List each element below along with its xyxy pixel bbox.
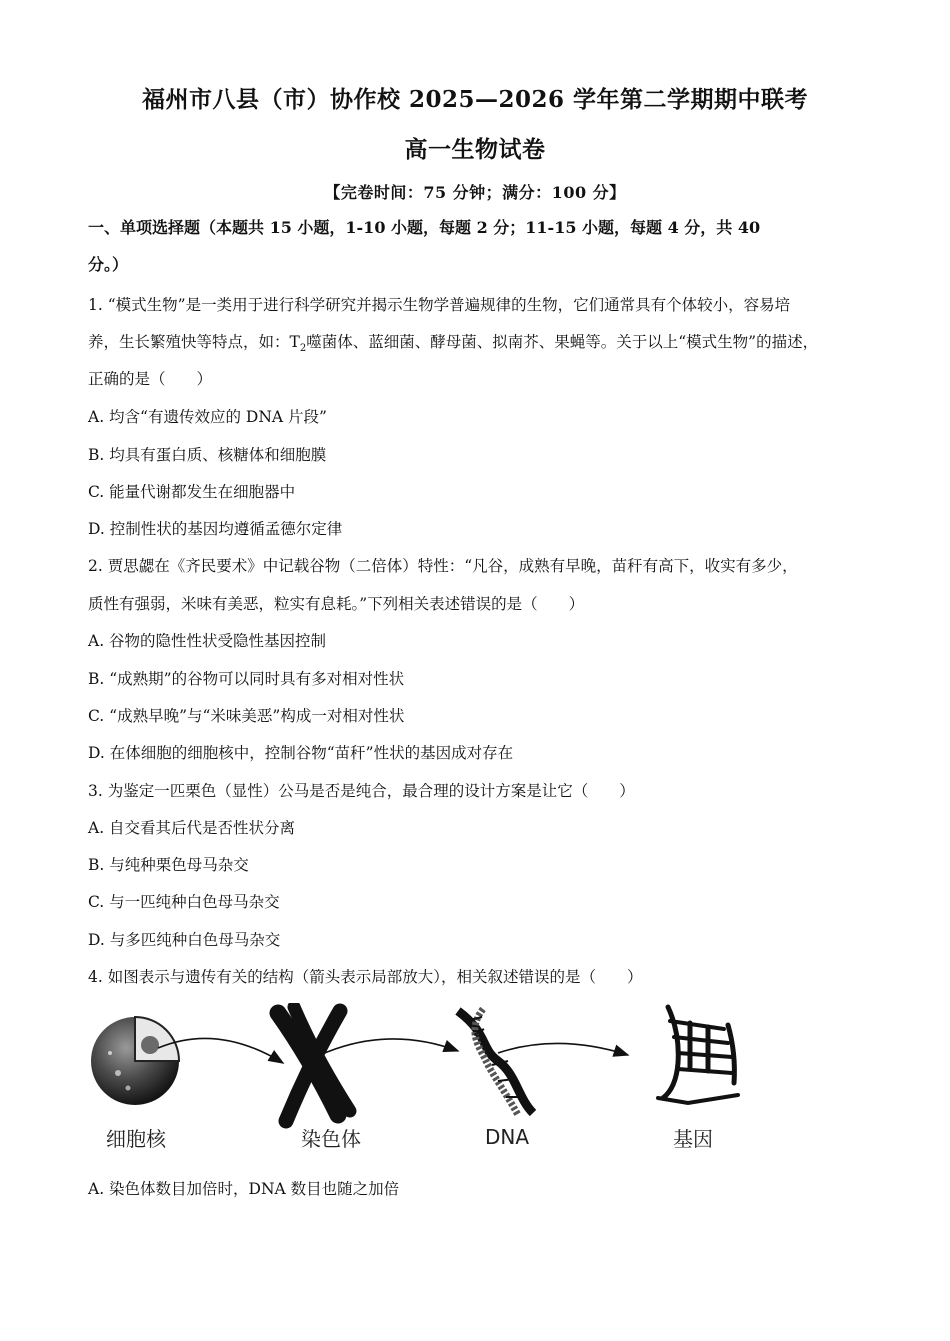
nucleus-illustration [91,1017,179,1105]
q4-stem-line-1: 4. 如图表示与遗传有关的结构（箭头表示局部放大），相关叙述错误的是（ ） [88,968,643,986]
exam-subtitle: 高一生物试卷 [404,136,546,163]
label-chromosome: 染色体 [301,1127,361,1151]
q3-option-d: D. 与多匹纯种白色母马杂交 [88,931,281,949]
arrow-3 [498,1043,628,1055]
section-heading-line-2: 分。） [88,255,129,274]
q1-stem-line-3: 正确的是（ ） [88,370,213,388]
q4-figure [88,1003,788,1163]
q1-option-c: C. 能量代谢都发生在细胞器中 [88,483,296,501]
q2-stem-line-2: 质性有强弱，米味有美恶，粒实有息耗。”下列相关表述错误的是（ ） [88,595,585,613]
q2-option-b: B. “成熟期”的谷物可以同时具有多对相对性状 [88,670,405,688]
arrow-2 [320,1039,458,1055]
q1-subscript: 2 [299,343,307,355]
q4-option-a: A. 染色体数目加倍时，DNA 数目也随之加倍 [88,1180,400,1198]
q1-stem-line-1: 1. “模式生物”是一类用于进行科学研究并揭示生物学普遍规律的生物，它们通常具有个体较小，容易培 [88,296,791,314]
label-nucleus: 细胞核 [106,1127,166,1151]
q3-option-b: B. 与纯种栗色母马杂交 [88,856,249,874]
q3-option-a: A. 自交看其后代是否性状分离 [88,819,296,837]
gene-illustration [658,1007,738,1103]
exam-title: 福州市八县（市）协作校 2025—2026 学年第二学期期中联考 [141,86,809,113]
q3-stem-line-1: 3. 为鉴定一匹栗色（显性）公马是否是纯合，最合理的设计方案是让它（ ） [88,782,635,800]
q1-option-a: A. 均含“有遗传效应的 DNA 片段” [88,408,327,426]
dna-illustration [458,1009,533,1115]
q2-option-c: C. “成熟早晚”与“米味美恶”构成一对相对性状 [88,707,405,725]
label-gene: 基因 [673,1127,713,1151]
exam-info: 【完卷时间：75 分钟；满分：100 分】 [324,183,626,202]
q1-option-d: D. 控制性状的基因均遵循孟德尔定律 [88,520,343,538]
q1-option-b: B. 均具有蛋白质、核糖体和细胞膜 [88,446,327,464]
section-heading-line-1: 一、单项选择题（本题共 15 小题，1-10 小题，每题 2 分；11-15 小题，每题 4 分，共 40 [88,218,761,237]
q3-option-c: C. 与一匹纯种白色母马杂交 [88,893,280,911]
q2-option-d: D. 在体细胞的细胞核中，控制谷物“苗秆”性状的基因成对存在 [88,744,514,762]
q2-option-a: A. 谷物的隐性性状受隐性基因控制 [88,632,327,650]
q1-stem-line-2: 养，生长繁殖快等特点，如：$T_2$噬菌体、蓝细菌、酵母菌、拟南芥、果蝇等。关于以上“模式生物”的描述， [88,333,819,355]
label-dna: DNA [485,1125,530,1149]
q2-stem-line-1: 2. 贾思勰在《齐民要术》中记载谷物（二倍体）特性：“凡谷，成熟有早晚，苗秆有高下，收实有多少， [88,557,798,575]
chromosome-illustration [278,1007,350,1121]
